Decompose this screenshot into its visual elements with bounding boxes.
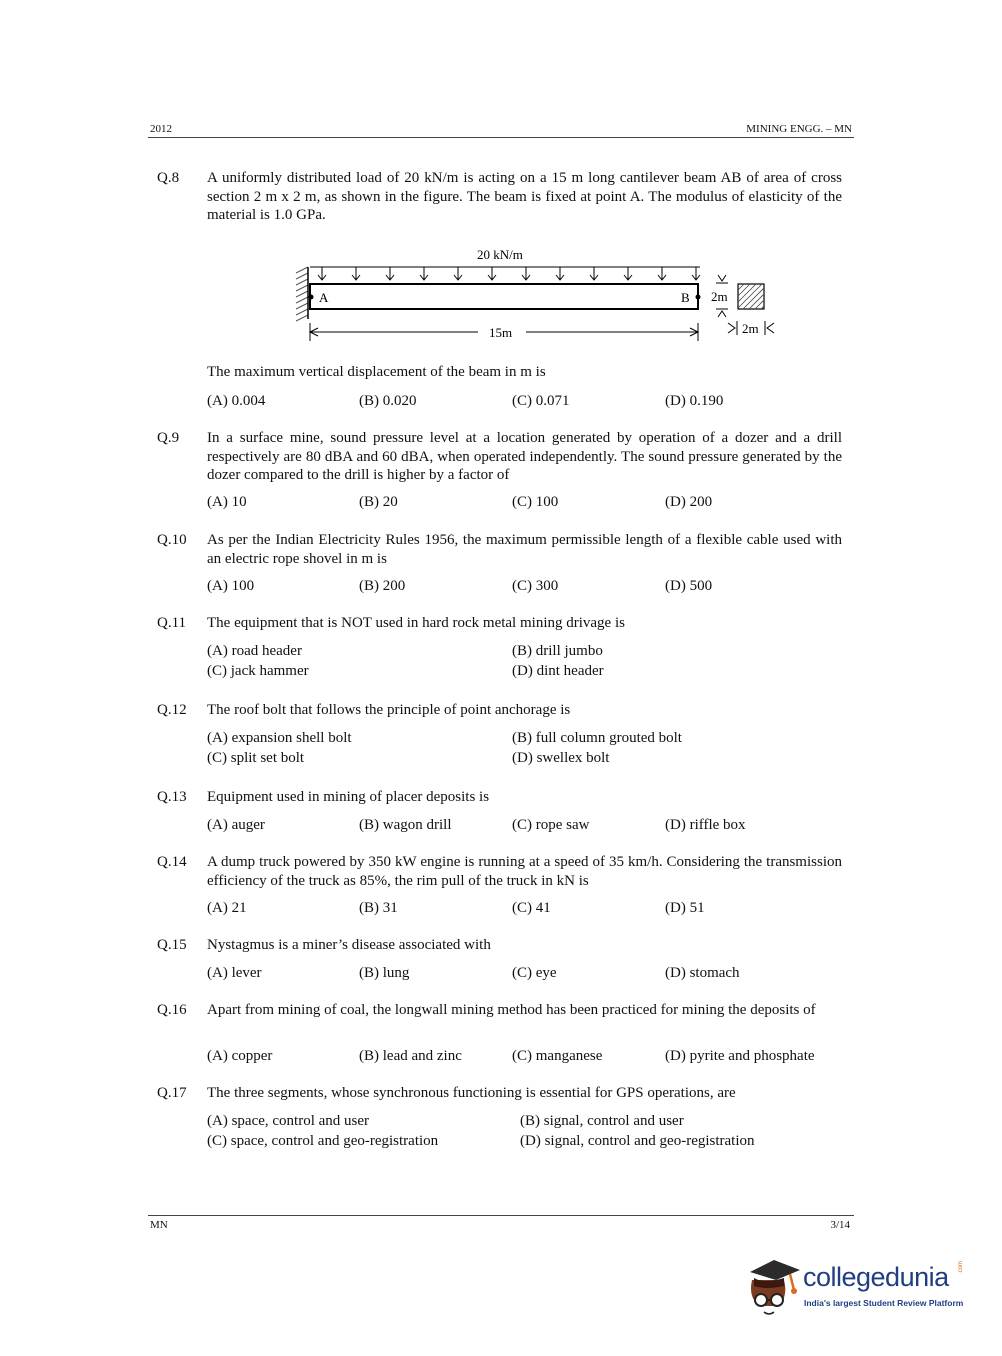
header-paper: MINING ENGG. – MN bbox=[746, 123, 852, 135]
question-text: A uniformly distributed load of 20 kN/m is acting on a 15 m long cantilever beam AB of area of cross section 2 m x 2 m, as shown in the figure. The beam is fixed at point A. The modulus of elasticity of the material is 1.0 GPa. bbox=[207, 170, 842, 223]
logo-brand: collegedunia bbox=[803, 1262, 949, 1292]
header-year: 2012 bbox=[150, 123, 172, 135]
option-c: (C) 0.071 bbox=[512, 393, 570, 409]
option-a: (A) 0.004 bbox=[207, 393, 266, 409]
question-text: As per the Indian Electricity Rules 1956, the maximum permissible length of a flexible cable used with an electric rope shovel in m is bbox=[207, 532, 842, 567]
option-a: (A) expansion shell bolt bbox=[207, 730, 352, 746]
option-c: (C) jack hammer bbox=[207, 663, 309, 679]
footer-page: 3/14 bbox=[830, 1219, 850, 1231]
cantilever-beam-figure bbox=[290, 243, 790, 348]
option-c: (C) eye bbox=[512, 965, 557, 981]
question-number: Q.17 bbox=[157, 1085, 187, 1101]
option-c: (C) split set bolt bbox=[207, 750, 305, 766]
logo-tagline: India's largest Student Review Platform bbox=[804, 1298, 964, 1308]
cross-section bbox=[738, 284, 764, 309]
option-c: (C) 300 bbox=[512, 578, 559, 594]
option-d: (D) swellex bolt bbox=[512, 750, 610, 766]
option-b: (B) 200 bbox=[359, 578, 406, 594]
logo-domain: .com bbox=[958, 1260, 964, 1274]
option-c: (C) 41 bbox=[512, 900, 551, 916]
footer-rule bbox=[148, 1215, 854, 1216]
option-a: (A) copper bbox=[207, 1048, 273, 1064]
option-d: (D) dint header bbox=[512, 663, 604, 679]
option-a: (A) 21 bbox=[207, 900, 247, 916]
point-a-label: A bbox=[319, 290, 329, 305]
option-b: (B) lead and zinc bbox=[359, 1048, 462, 1064]
question-text: Apart from mining of coal, the longwall mining method has been practiced for mining the deposits of bbox=[207, 1002, 816, 1018]
option-b: (B) wagon drill bbox=[359, 817, 452, 833]
option-c: (C) manganese bbox=[512, 1048, 603, 1064]
option-d: (D) 500 bbox=[665, 578, 713, 594]
option-b: (B) 31 bbox=[359, 900, 398, 916]
height-label: 2m bbox=[711, 289, 728, 304]
length-label: 15m bbox=[489, 325, 513, 340]
question-number: Q.16 bbox=[157, 1002, 187, 1018]
question-text: The three segments, whose synchronous functioning is essential for GPS operations, are bbox=[207, 1085, 736, 1101]
option-d: (D) riffle box bbox=[665, 817, 746, 833]
beam bbox=[310, 284, 698, 309]
option-d: (D) pyrite and phosphate bbox=[665, 1048, 815, 1064]
option-b: (B) drill jumbo bbox=[512, 643, 603, 659]
fixed-support bbox=[296, 267, 308, 321]
option-b: (B) lung bbox=[359, 965, 410, 981]
point-b-label: B bbox=[681, 290, 690, 305]
option-d: (D) 51 bbox=[665, 900, 705, 916]
header-rule bbox=[148, 137, 854, 138]
option-c: (C) 100 bbox=[512, 494, 559, 510]
question-text: The roof bolt that follows the principle of point anchorage is bbox=[207, 702, 571, 718]
option-a: (A) space, control and user bbox=[207, 1113, 370, 1129]
option-a: (A) auger bbox=[207, 817, 265, 833]
option-b: (B) 0.020 bbox=[359, 393, 417, 409]
logo-mascot-icon bbox=[744, 1250, 804, 1320]
question-subtext: The maximum vertical displacement of the beam in m is bbox=[207, 364, 546, 380]
option-a: (A) road header bbox=[207, 643, 302, 659]
option-c: (C) rope saw bbox=[512, 817, 590, 833]
question-number: Q.15 bbox=[157, 937, 187, 953]
option-d: (D) 0.190 bbox=[665, 393, 724, 409]
question-number: Q.14 bbox=[157, 854, 187, 870]
question-number: Q.11 bbox=[157, 615, 187, 631]
question-number: Q.9 bbox=[157, 430, 180, 446]
footer-code: MN bbox=[150, 1219, 168, 1231]
option-a: (A) lever bbox=[207, 965, 262, 981]
option-c: (C) space, control and geo-registration bbox=[207, 1133, 439, 1149]
question-text: Equipment used in mining of placer deposits is bbox=[207, 789, 490, 805]
option-b: (B) full column grouted bolt bbox=[512, 730, 682, 746]
load-label: 20 kN/m bbox=[477, 247, 523, 262]
question-text: The equipment that is NOT used in hard rock metal mining drivage is bbox=[207, 615, 625, 631]
question-text: In a surface mine, sound pressure level at a location generated by operation of a dozer and a drill respectively are 80 dBA and 60 dBA, when operated independently. The sound pressure generated by the dozer compared to the drill is higher by a factor of bbox=[207, 430, 842, 483]
option-b: (B) signal, control and user bbox=[520, 1113, 684, 1129]
option-a: (A) 100 bbox=[207, 578, 255, 594]
question-text: A dump truck powered by 350 kW engine is running at a speed of 35 km/h. Considering the transmission efficiency of the truck as 85%, the rim pull of the truck in kN is bbox=[207, 854, 842, 889]
option-d: (D) signal, control and geo-registration bbox=[520, 1133, 755, 1149]
question-number: Q.8 bbox=[157, 170, 180, 186]
option-a: (A) 10 bbox=[207, 494, 247, 510]
question-number: Q.13 bbox=[157, 789, 187, 805]
option-d: (D) stomach bbox=[665, 965, 740, 981]
question-number: Q.12 bbox=[157, 702, 187, 718]
question-number: Q.10 bbox=[157, 532, 187, 548]
option-b: (B) 20 bbox=[359, 494, 398, 510]
option-d: (D) 200 bbox=[665, 494, 713, 510]
load-arrows bbox=[318, 267, 700, 280]
width-label: 2m bbox=[742, 321, 759, 336]
question-text: Nystagmus is a miner’s disease associated with bbox=[207, 937, 491, 953]
